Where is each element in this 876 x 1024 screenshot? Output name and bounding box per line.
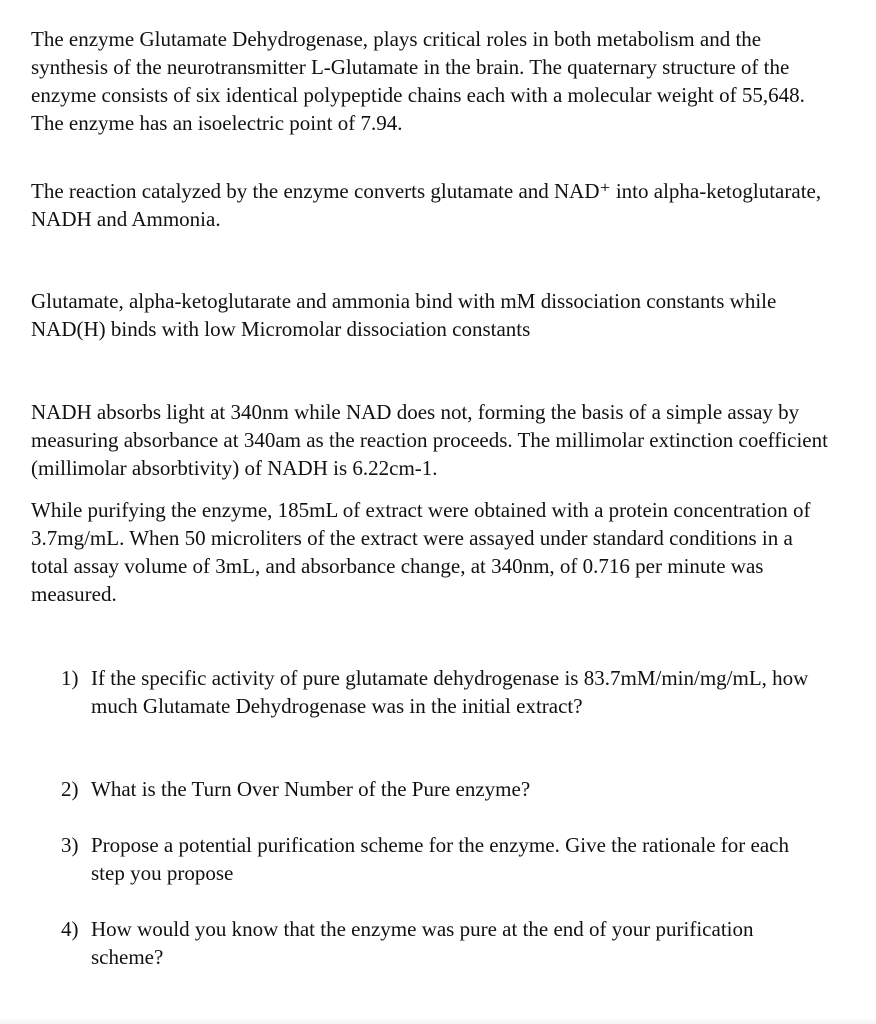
question-number: 2) [61,777,79,801]
question-number: 3) [61,833,79,857]
question-text: What is the Turn Over Number of the Pure enzyme? [91,777,531,801]
intro-paragraph-enzyme-overview: The enzyme Glutamate Dehydrogenase, plays critical roles in both metabolism and the synthesis of the neurotransmitter L-Glutamate in the brain. The quaternary structure of the enzyme consists of six identical polypeptide chains each with a molecular weight of 55,648. The enzyme has an isoelectric point of 7.94. [31,27,805,135]
question-number: 1) [61,666,79,690]
question-text: If the specific activity of pure glutamate dehydrogenase is 83.7mM/min/mg/mL, how much Glutamate Dehydrogenase was in the initial extract? [91,666,809,718]
intro-paragraph-nadh-assay: NADH absorbs light at 340nm while NAD does not, forming the basis of a simple assay by measuring absorbance at 340am as the reaction proceeds. The millimolar extinction coefficient (millimolar absorbtivity) of NADH is 6.22cm-1. [31,400,828,480]
question-text: Propose a potential purification scheme for the enzyme. Give the rationale for each step you propose [91,833,789,885]
intro-paragraph-purification-data: While purifying the enzyme, 185mL of extract were obtained with a protein concentration of 3.7mg/mL. When 50 microliters of the extract were assayed under standard conditions in a total assay volume of 3mL, and absorbance change, at 340nm, of 0.716 per minute was measured. [31,498,811,606]
question-text: How would you know that the enzyme was pure at the end of your purification scheme? [91,917,754,969]
question-number: 4) [61,917,79,941]
intro-paragraph-reaction: The reaction catalyzed by the enzyme converts glutamate and NAD⁺ into alpha-ketoglutarate, NADH and Ammonia. [31,179,822,231]
page-bottom-edge [0,1018,876,1024]
intro-paragraph-dissociation-constants: Glutamate, alpha-ketoglutarate and ammonia bind with mM dissociation constants while NAD(H) binds with low Micromolar dissociation constants [31,289,777,341]
